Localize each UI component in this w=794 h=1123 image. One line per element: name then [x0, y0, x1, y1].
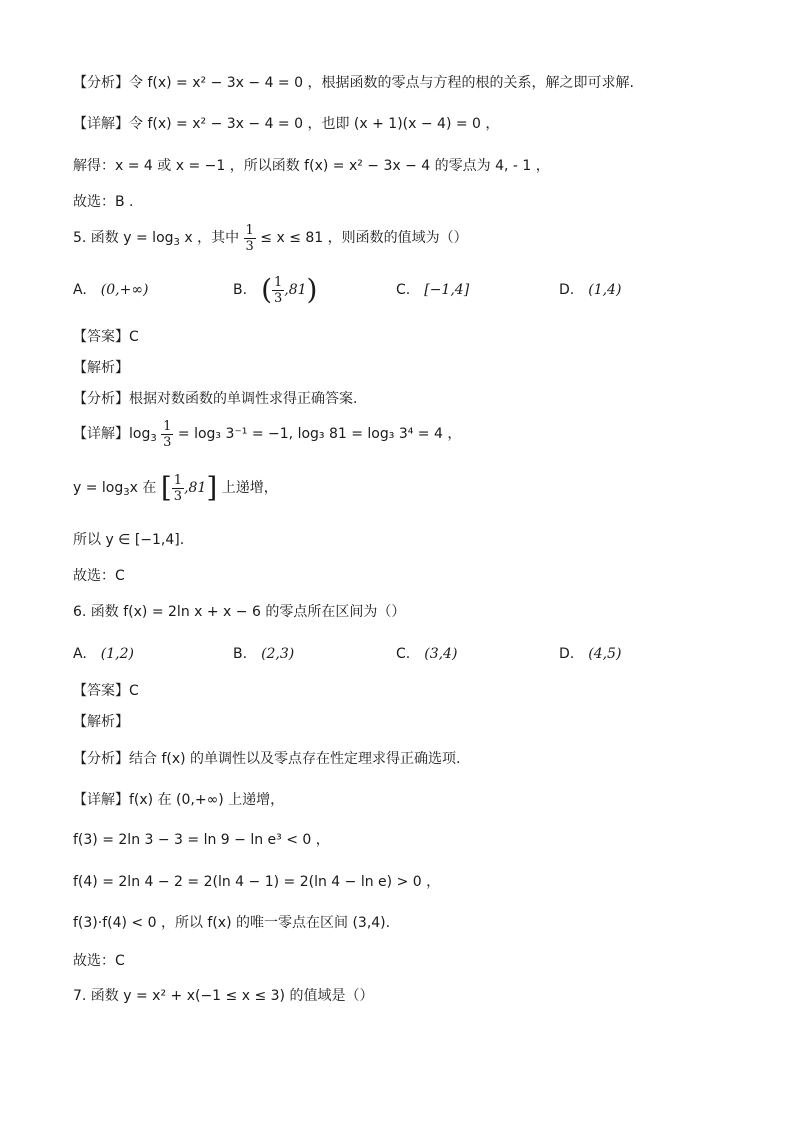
q4-analysis-line: 【分析】令 f(x) = x² − 3x − 4 = 0 ，根据函数的零点与方程的根的关系，解之即可求解.	[73, 75, 634, 91]
q4-solution-line: 解得：x = 4 或 x = −1 ，所以函数 f(x) = x² − 3x − 4 的零点为 4, - 1 ，	[73, 158, 550, 174]
q6-f4: f(4) = 2ln 4 − 2 = 2(ln 4 − 1) = 2(ln 4 − ln e) > 0 ，	[73, 874, 441, 890]
q6-options	[73, 634, 763, 674]
q6-jiexi: 【解析】	[73, 714, 129, 730]
q5-option-d: D. (1,4)	[559, 282, 622, 298]
q5-jiexi: 【解析】	[73, 360, 129, 376]
q6-answer: 【答案】C	[73, 683, 139, 699]
q6-option-a: A. (1,2)	[73, 646, 134, 662]
q5-answer: 【答案】C	[73, 329, 139, 345]
q5-analysis: 【分析】根据对数函数的单调性求得正确答案.	[73, 391, 358, 407]
q6-f3: f(3) = 2ln 3 − 3 = ln 9 − ln e³ < 0 ，	[73, 832, 330, 848]
q6-option-c: C. (3,4)	[396, 646, 458, 662]
fraction-one-third: $\frac{1}{3}$	[245, 222, 254, 254]
q5-stem: 5. 函数 $y = \log_3 x$ ，其中 $\frac{1}{3}$ ≤ x ≤ 81 ，则函数的值域为（）	[73, 222, 468, 254]
q7-stem: 7. 函数 y = x² + x(−1 ≤ x ≤ 3) 的值域是（）	[73, 988, 374, 1004]
q6-product: f(3)·f(4) < 0 ，所以 f(x) 的唯一零点在区间 (3,4).	[73, 915, 391, 931]
q6-option-b: B. (2,3)	[233, 646, 295, 662]
q5-options	[73, 270, 763, 310]
q5-option-c: C. [−1,4]	[396, 282, 470, 298]
q6-stem: 6. 函数 f(x) = 2ln x + x − 6 的零点所在区间为（）	[73, 604, 406, 620]
q5-option-b: B. ( $\frac{1}{3}$ ,81)	[233, 273, 318, 306]
q4-choice-line: 故选：B .	[73, 194, 134, 210]
q5-choice: 故选：C	[73, 568, 125, 584]
q5-option-a: A. (0,+∞)	[73, 282, 149, 298]
q6-analysis: 【分析】结合 f(x) 的单调性以及零点存在性定理求得正确选项.	[73, 751, 461, 767]
q6-option-d: D. (4,5)	[559, 646, 622, 662]
q6-choice: 故选：C	[73, 953, 125, 969]
q5-range: 所以 y ∈ [−1,4].	[73, 532, 185, 548]
q5-monotonic: $y = \log_3x$ 在 [ $\frac{1}{3}$ ,81] 上递增，	[73, 471, 278, 504]
q4-detail-line: 【详解】令 f(x) = x² − 3x − 4 = 0 ，也即 (x + 1)(x − 4) = 0 ，	[73, 116, 500, 132]
q6-detail: 【详解】f(x) 在 (0,+∞) 上递增，	[73, 792, 285, 808]
q5-detail: 【详解】$\log_3$ $\frac{1}{3}$ = log₃ 3⁻¹ = −1, log₃ 81 = log₃ 3⁴ = 4 ，	[73, 418, 462, 450]
